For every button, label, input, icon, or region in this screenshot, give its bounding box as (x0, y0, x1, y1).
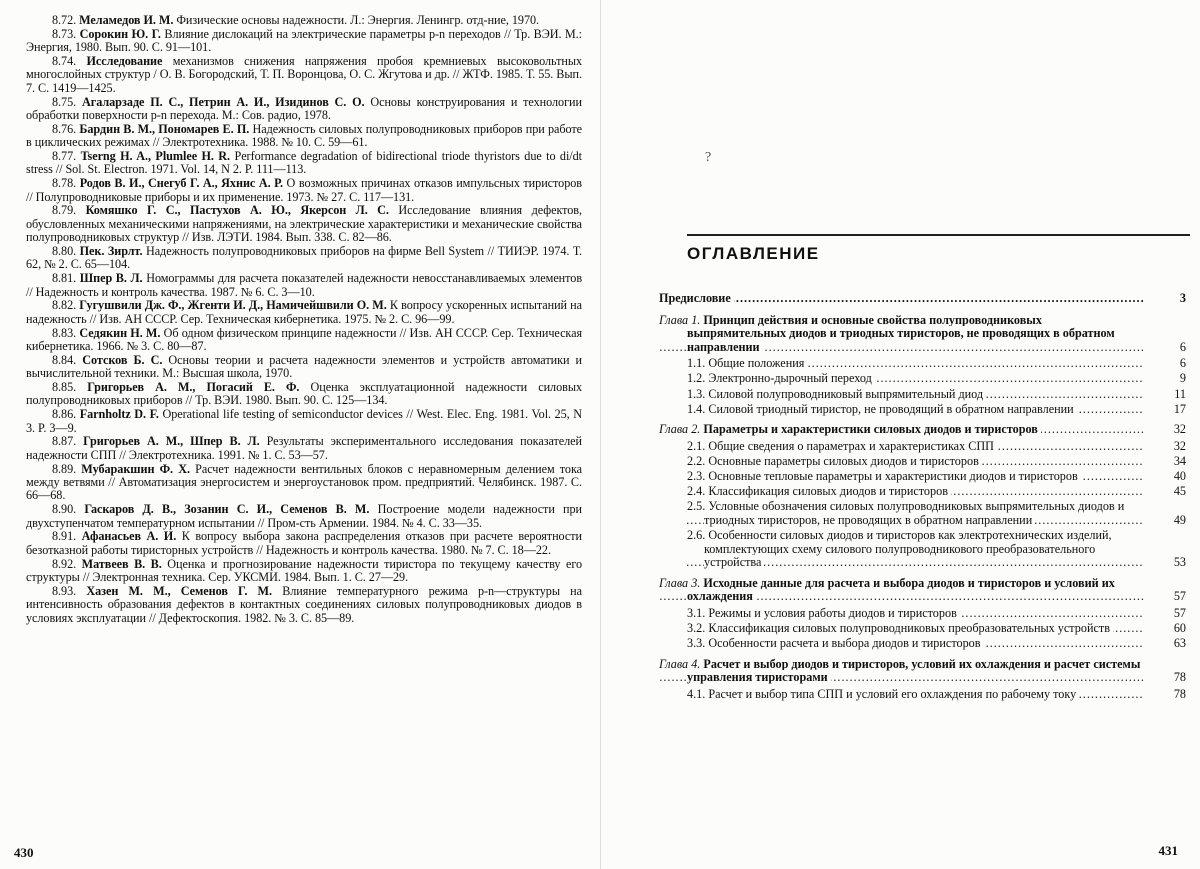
reference-item: 8.92. Матвеев В. В. Оценка и прогнозирование надежности тиристора по текущему качеству его структуры // Электронная техника. Сер. УКСМИ. 1984. Вып. 1. С. 27—29. (26, 556, 583, 585)
section-title: Силовой полупроводниковый выпрямительный диод (708, 387, 984, 401)
chapter-label: Глава 3. (659, 576, 701, 590)
toc-section[interactable] (659, 403, 1186, 417)
section-title: Условные обозначения силовых полупроводниковых выпрямительных диодов и триодных тиристоров, не проводящих в обратном направлении (704, 500, 1125, 527)
section-number: 3.1. (687, 606, 706, 620)
page-number-right: 431 (1158, 843, 1178, 858)
chapter-title: Параметры и характеристики силовых диодов и тиристоров (703, 423, 1038, 437)
reference-item: 8.84. Сотсков Б. С. Основы теории и расчета надежности элементов и устройств автоматики и вычислительной техники. М.: Высшая школа, 1970. (26, 352, 582, 381)
toc-page-number: 57 (1173, 589, 1186, 604)
toc-page-number: 57 (1173, 605, 1186, 620)
section-number: 2.1. (687, 439, 706, 453)
toc-preface[interactable] (659, 292, 1186, 306)
chapter-title: Исходные данные для расчета и выбора диодов и тиристоров и условий их охлаждения (687, 576, 1115, 604)
reference-item: 8.80. Пек. Зирлт. Надежность полупроводниковых приборов на фирме Bell System // ТИИЭР. 1974. Т. 62, № 2. С. 65—104. (26, 244, 583, 272)
toc-section[interactable] (659, 357, 1186, 371)
chapter-label: Глава 4. (659, 657, 701, 671)
reference-item: 8.86. Farnholtz D. F. Operational life testing of semiconductor devices // West. Elec. Eng. 1981. Vol. 25, N 3. P. 3—9. (26, 407, 583, 435)
page-number-left: 430 (14, 845, 34, 860)
section-title: Расчет и выбор типа СПП и условий его охлаждения по рабочему току (708, 687, 1077, 701)
toc-section[interactable] (659, 372, 1186, 386)
section-title: Основные параметры силовых диодов и тиристоров (708, 454, 979, 468)
toc-page-number: 3 (1179, 291, 1186, 305)
toc-chapter[interactable] (659, 658, 1186, 685)
reference-item: 8.79. Комяшко Г. С., Пастухов А. Ю., Якерсон Л. С. Исследование влияния дефектов, обусловленных механическими напряжениями, на электрические характеристики и механические свойства полупроводниковых структур // Изв. ЛЭТИ. 1984. Вып. 338. С. 82—86. (26, 203, 583, 245)
chapter-label: Глава 1. (659, 313, 701, 327)
toc-section[interactable] (659, 622, 1186, 636)
toc-section[interactable] (659, 388, 1186, 402)
toc-chapter[interactable] (659, 314, 1186, 355)
toc-page-number: 53 (1173, 555, 1186, 570)
toc-title: ОГЛАВЛЕНИЕ (687, 244, 820, 263)
chapter-title: Принцип действия и основные свойства полупроводниковых выпрямительных диодов и триодных тиристоров, не проводящих в обратном направлении (687, 313, 1115, 354)
section-number: 3.2. (687, 621, 706, 635)
toc-section[interactable] (659, 529, 1186, 570)
toc-page-number: 60 (1173, 620, 1186, 635)
reference-item: 8.83. Седякин Н. М. Об одном физическом принципе надежности // Изв. АН СССР. Сер. Техническая кибернетика. 1966. № 3. С. 80—87. (26, 325, 583, 354)
toc-section[interactable] (659, 688, 1186, 702)
section-title: Общие положения (708, 357, 805, 371)
right-page (600, 0, 1200, 869)
reference-item: 8.76. Бардин В. М., Пономарев Е. П. Надежность силовых полупроводниковых приборов при работе в циклических режимах // Электротехника. 1988. № 10. С. 59—61. (26, 121, 583, 150)
section-title: Особенности силовых диодов и тиристоров как электротехнических изделий, комплектующих схему силового полупроводникового преобразовательного устройства (704, 528, 1112, 570)
reference-item: 8.85. Григорьев А. М., Погасий Е. Ф. Оценка эксплуатационной надежности силовых полупроводниковых приборов // Тр. ВЭИ. 1980. Вып. 90. С. 125—134. (26, 380, 583, 408)
section-number: 1.1. (687, 357, 706, 371)
section-title: Классификация силовых полупроводниковых преобразовательных устройств (708, 621, 1110, 635)
toc-section[interactable] (659, 637, 1186, 651)
section-title: Электронно-дырочный переход (708, 372, 872, 386)
toc-page-number: 34 (1173, 453, 1186, 468)
reference-item: 8.75. Агаларзаде П. С., Петрин А. И., Изидинов С. О. Основы конструирования и технологии обработки поверхности p-n перехода. М.: Сов. радио, 1978. (26, 94, 582, 123)
section-number: 2.4. (687, 485, 706, 499)
reference-item: 8.73. Сорокин Ю. Г. Влияние дислокаций на электрические параметры p-n переходов // Тр. ВЭИ. М.: Энергия, 1980. Вып. 90. С. 91—101. (26, 26, 583, 55)
toc-page-number: 78 (1173, 686, 1186, 701)
section-number: 1.2. (687, 372, 706, 386)
reference-list (26, 14, 582, 625)
reference-item: 8.74. Исследование механизмов снижения напряжения пробоя кремниевых высоковольтных многослойных структур / О. В. Богородский, Т. П. Воронцова, О. С. Жгутова и др. // ЖТФ. 1985. Т. 55. Вып. 7. С. 1419—1425. (26, 54, 582, 95)
toc-page-number: 11 (1174, 386, 1186, 401)
toc-page-number: 63 (1173, 636, 1186, 651)
toc-page-number: 40 (1173, 469, 1186, 484)
toc-section[interactable] (659, 485, 1186, 499)
toc-section[interactable] (659, 607, 1186, 621)
toc-preface-label: Предисловие (659, 292, 734, 305)
toc-chapter[interactable] (659, 423, 1186, 437)
section-number: 1.3. (687, 387, 706, 401)
toc-page-number: 6 (1179, 339, 1186, 354)
chapter-title: Расчет и выбор диодов и тиристоров, условий их охлаждения и расчет системы управления тиристорами (687, 657, 1141, 685)
reference-item: 8.93. Хазен М. М., Семенов Г. М. Влияние температурного режима p-n—структуры на интенсивность образования дефектов в контактных соединениях силовых полупроводниковых диодов в условиях эксплуатации // Дефектоскопия. 1982. № 3. С. 85—89. (26, 583, 582, 625)
section-title: Классификация силовых диодов и тиристоров (708, 485, 948, 499)
toc-page-number: 78 (1173, 670, 1186, 685)
toc-page-number: 32 (1173, 438, 1186, 453)
section-title: Основные тепловые параметры и характеристики диодов и тиристоров (708, 470, 1078, 484)
toc-section[interactable] (659, 470, 1186, 484)
stray-mark: ? (705, 150, 712, 165)
section-number: 2.2. (687, 454, 706, 468)
reference-item: 8.89. Мубаракшин Ф. Х. Расчет надежности вентильных блоков с неравномерным делением тока между ветвями // Автоматизация энергосистем и энергоустановок пром. предприятий. Челябинск. 1987. С. 66—68. (26, 461, 583, 503)
toc-page-number: 49 (1173, 512, 1186, 527)
toc-page-number: 32 (1173, 422, 1186, 437)
reference-item: 8.82. Гугушвили Дж. Ф., Жгенти И. Д., Намичейшвили О. М. К вопросу ускоренных испытаний на надежность // Изв. АН СССР. Сер. Техническая кибернетика. 1975. № 2. С. 96—99. (26, 298, 583, 326)
section-number: 2.6. (687, 528, 706, 542)
section-title: Особенности расчета и выбора диодов и тиристоров (708, 637, 981, 651)
section-number: 1.4. (687, 402, 706, 416)
section-number: 4.1. (687, 687, 706, 701)
section-number: 2.3. (687, 470, 706, 484)
reference-item: 8.72. Меламедов И. М. Физические основы надежности. Л.: Энергия. Ленингр. отд-ние, 1970. (52, 13, 540, 27)
toc-page-number: 6 (1179, 356, 1186, 371)
section-number: 3.3. (687, 637, 706, 651)
toc-page-number: 17 (1173, 401, 1186, 416)
reference-item: 8.91. Афанасьев А. И. К вопросу выбора закона распределения отказов при расчете вероятности безотказной работы тиристорных устройств // Надежность и контроль качества. 1980. № 7. С. 18—22. (26, 529, 583, 557)
title-rule (687, 234, 1190, 236)
section-title: Режимы и условия работы диодов и тиристоров (708, 606, 957, 620)
toc-page-number: 9 (1179, 371, 1186, 386)
reference-item: 8.87. Григорьев А. М., Шпер В. Л. Результаты экспериментального исследования показателей надежности СПП // Электротехника. 1991. № 1. С. 53—57. (26, 434, 583, 462)
reference-item: 8.78. Родов В. И., Снегуб Г. А., Яхнис А. Р. О возможных причинах отказов импульсных тиристоров // Полупроводниковые приборы и их применение. 1973. № 27. С. 117—131. (26, 176, 582, 204)
toc-chapter[interactable] (659, 577, 1186, 604)
section-title: Силовой триодный тиристор, не проводящий в обратном направлении (708, 402, 1074, 416)
chapter-label: Глава 2. (659, 423, 701, 437)
reference-item: 8.81. Шпер В. Л. Номограммы для расчета показателей надежности невосстанавливаемых элементов // Надежность и контроль качества. 1987. № 6. С. 3—10. (26, 271, 583, 299)
toc-page-number: 45 (1173, 484, 1186, 499)
reference-item: 8.90. Гаскаров Д. В., Зозанин С. И., Семенов В. М. Построение модели надежности при двухступенчатом температурном испытании // Пром-сть Армении. 1984. № 4. С. 33—35. (26, 502, 583, 530)
toc-section[interactable] (659, 455, 1186, 469)
section-title: Общие сведения о параметрах и характеристиках СПП (708, 439, 994, 453)
toc-section[interactable] (659, 440, 1186, 454)
section-number: 2.5. (687, 500, 706, 514)
table-of-contents (659, 292, 1186, 703)
toc-section[interactable] (659, 500, 1186, 527)
reference-item: 8.77. Tserng H. A., Plumlee H. R. Performance degradation of bidirectional triode thyristors due to di/dt stress // Sol. St. Electron. 1971. Vol. 14, N 2. P. 111—113. (26, 149, 583, 177)
